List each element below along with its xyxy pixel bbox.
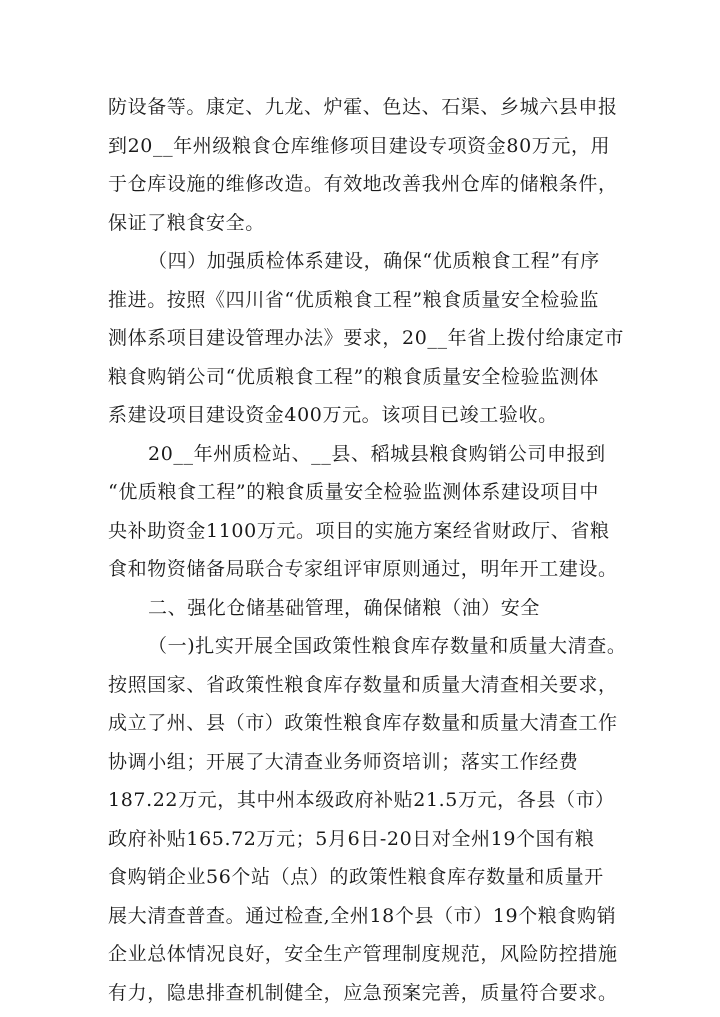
text-line: 政府补贴165.72万元；5月6日-20日对全州19个国有粮 bbox=[108, 827, 595, 850]
text-line: 协调小组；开展了大清查业务师资培训；落实工作经费 bbox=[108, 750, 579, 773]
text-line: 食和物资储备局联合专家组评审原则通过，明年开工建设。 bbox=[108, 558, 618, 580]
text-line: 到20__年州级粮食仓库维修项目建设专项资金80万元，用 bbox=[108, 134, 611, 157]
text-line: 测体系项目建设管理办法》要求，20__年省上拨付给康定市 bbox=[108, 327, 624, 349]
text-line: 保证了粮食安全。 bbox=[108, 211, 265, 234]
text-line: 央补助资金1100万元。项目的实施方案经省财政厅、省粮 bbox=[108, 519, 610, 542]
paragraph-2 bbox=[108, 242, 628, 435]
text-line: 食购销企业56个站（点）的政策性粮食库存数量和质量开 bbox=[108, 866, 604, 888]
text-line: 187.22万元，其中州本级政府补贴21.5万元，各县（市） bbox=[108, 789, 615, 811]
text-line: 展大清查普查。通过检查,全州18个县（市）19个粮食购销 bbox=[108, 904, 617, 927]
section-heading-text: 二、强化仓储基础管理，确保储粮（油）安全 bbox=[148, 596, 541, 619]
text-line: 于仓库设施的维修改造。有效地改善我州仓库的储粮条件， bbox=[108, 173, 618, 195]
paragraph-3 bbox=[108, 435, 628, 589]
text-line: 防设备等。康定、九龙、炉霍、色达、石渠、乡城六县申报 bbox=[108, 96, 618, 118]
text-line: （一)扎实开展全国政策性粮食库存数量和质量大清查。 bbox=[148, 635, 627, 657]
text-line: 有力，隐患排查机制健全，应急预案完善，质量符合要求。 bbox=[108, 981, 618, 1004]
text-line: 成立了州、县（市）政策性粮食库存数量和质量大清查工作 bbox=[108, 712, 618, 734]
text-line: 推进。按照《四川省“优质粮食工程”粮食质量安全检验监 bbox=[108, 288, 600, 311]
section-heading bbox=[108, 589, 628, 628]
text-line: 系建设项目建设资金400万元。该项目已竣工验收。 bbox=[108, 404, 558, 426]
document-body bbox=[108, 88, 628, 1012]
paragraph-1 bbox=[108, 88, 628, 242]
text-line: 20__年州质检站、__县、稻城县粮食购销公司申报到 bbox=[148, 442, 606, 465]
text-line: 企业总体情况良好，安全生产管理制度规范，风险防控措施 bbox=[108, 943, 618, 965]
paragraph-5 bbox=[108, 627, 628, 1012]
text-line: 粮食购销公司“优质粮食工程”的粮食质量安全检验监测体 bbox=[108, 365, 600, 388]
text-line: “优质粮食工程”的粮食质量安全检验监测体系建设项目中 bbox=[108, 481, 600, 503]
text-line: 按照国家、省政策性粮食库存数量和质量大清查相关要求， bbox=[108, 673, 618, 696]
text-line: （四）加强质检体系建设，确保“优质粮食工程”有序 bbox=[148, 250, 600, 272]
